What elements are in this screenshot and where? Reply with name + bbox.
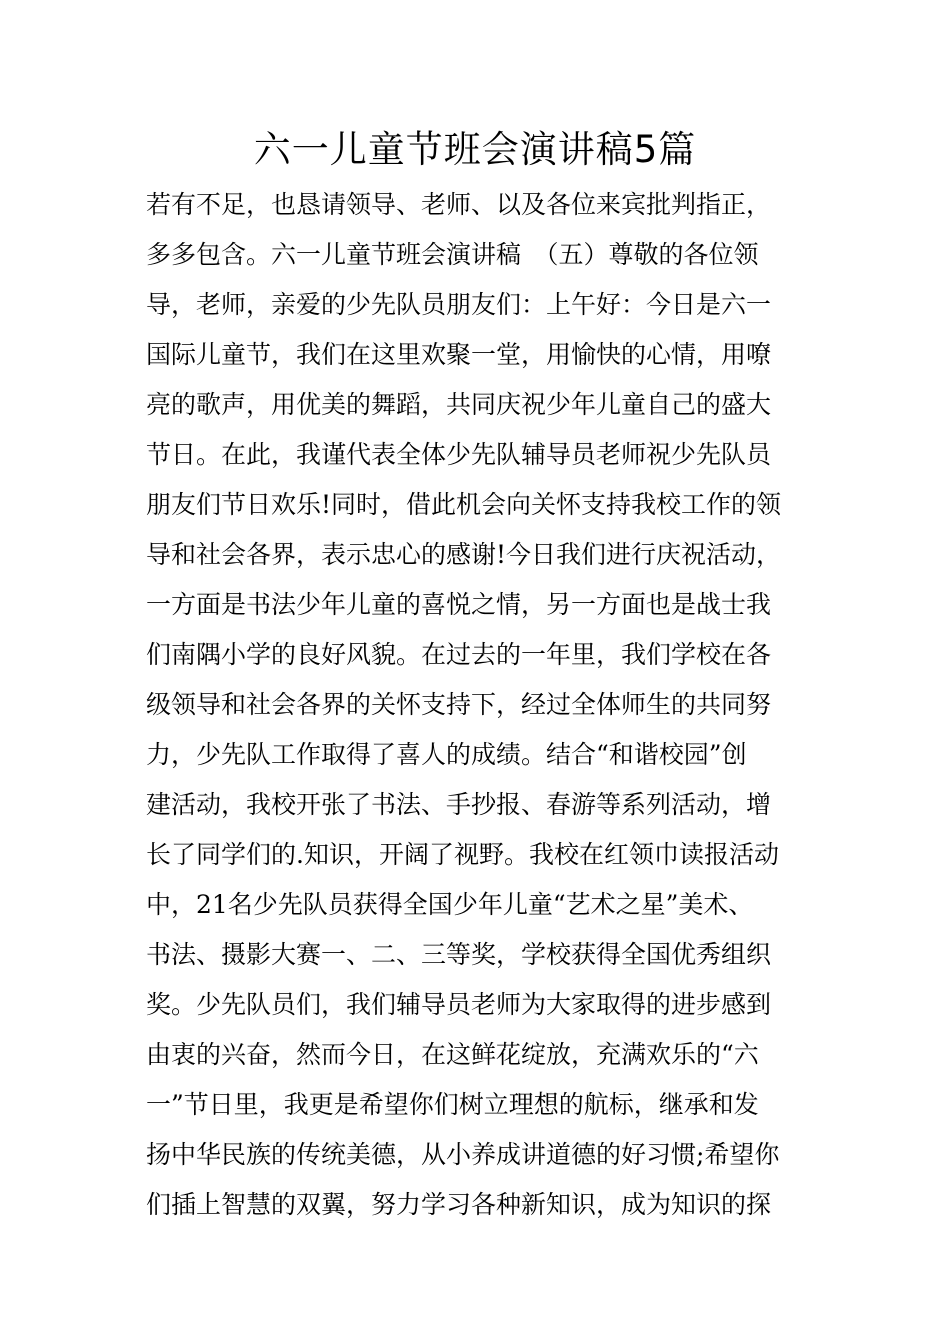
body-line: 由衷的兴奋，然而今日，在这鲜花绽放，充满欢乐的“六 xyxy=(146,1040,759,1069)
body-line: 力，少先队工作取得了喜人的成绩。结合“和谐校园”创 xyxy=(146,740,747,769)
body-line: 节日。在此，我谨代表全体少先队辅导员老师祝少先队员 xyxy=(146,440,772,469)
body-line: 书法、摄影大赛一、二、三等奖，学校获得全国优秀组织 xyxy=(146,940,772,969)
body-line: 导和社会各界，表示忠心的感谢!今日我们进行庆祝活动， xyxy=(146,540,782,569)
body-line: 一方面是书法少年儿童的喜悦之情，另一方面也是战士我 xyxy=(146,590,772,619)
body-line: 国际儿童节，我们在这里欢聚一堂，用愉快的心情，用嘹 xyxy=(146,340,772,369)
body-line: 奖。少先队员们，我们辅导员老师为大家取得的进步感到 xyxy=(146,990,772,1019)
document-title: 六一儿童节班会演讲稿5篇 xyxy=(253,128,697,171)
body-line: 建活动，我校开张了书法、手抄报、春游等系列活动，增 xyxy=(146,790,772,819)
body-line: 们插上智慧的双翼，努力学习各种新知识，成为知识的探 xyxy=(146,1190,772,1219)
body-line: 导，老师，亲爱的少先队员朋友们：上午好：今日是六一 xyxy=(146,290,772,319)
body-line: 若有不足，也恳请领导、老师、以及各位来宾批判指正， xyxy=(146,190,772,219)
document-body xyxy=(146,180,816,1230)
body-line: 扬中华民族的传统美德，从小养成讲道德的好习惯;希望你 xyxy=(146,1140,780,1169)
body-line: 们南隅小学的良好风貌。在过去的一年里，我们学校在各 xyxy=(146,640,772,669)
body-line: 亮的歌声，用优美的舞蹈，共同庆祝少年儿童自己的盛大 xyxy=(146,390,772,419)
body-line: 中，21名少先队员获得全国少年儿童“艺术之星”美术、 xyxy=(146,890,754,919)
body-line: 长了同学们的.知识，开阔了视野。我校在红领巾读报活动 xyxy=(146,840,779,869)
body-line: 多多包含。六一儿童节班会演讲稿 （五）尊敬的各位领 xyxy=(146,240,759,269)
body-line: 级领导和社会各界的关怀支持下，经过全体师生的共同努 xyxy=(146,690,772,719)
body-line: 一”节日里，我更是希望你们树立理想的航标，继承和发 xyxy=(146,1090,759,1119)
body-line: 朋友们节日欢乐!同时，借此机会向关怀支持我校工作的领 xyxy=(146,490,782,519)
